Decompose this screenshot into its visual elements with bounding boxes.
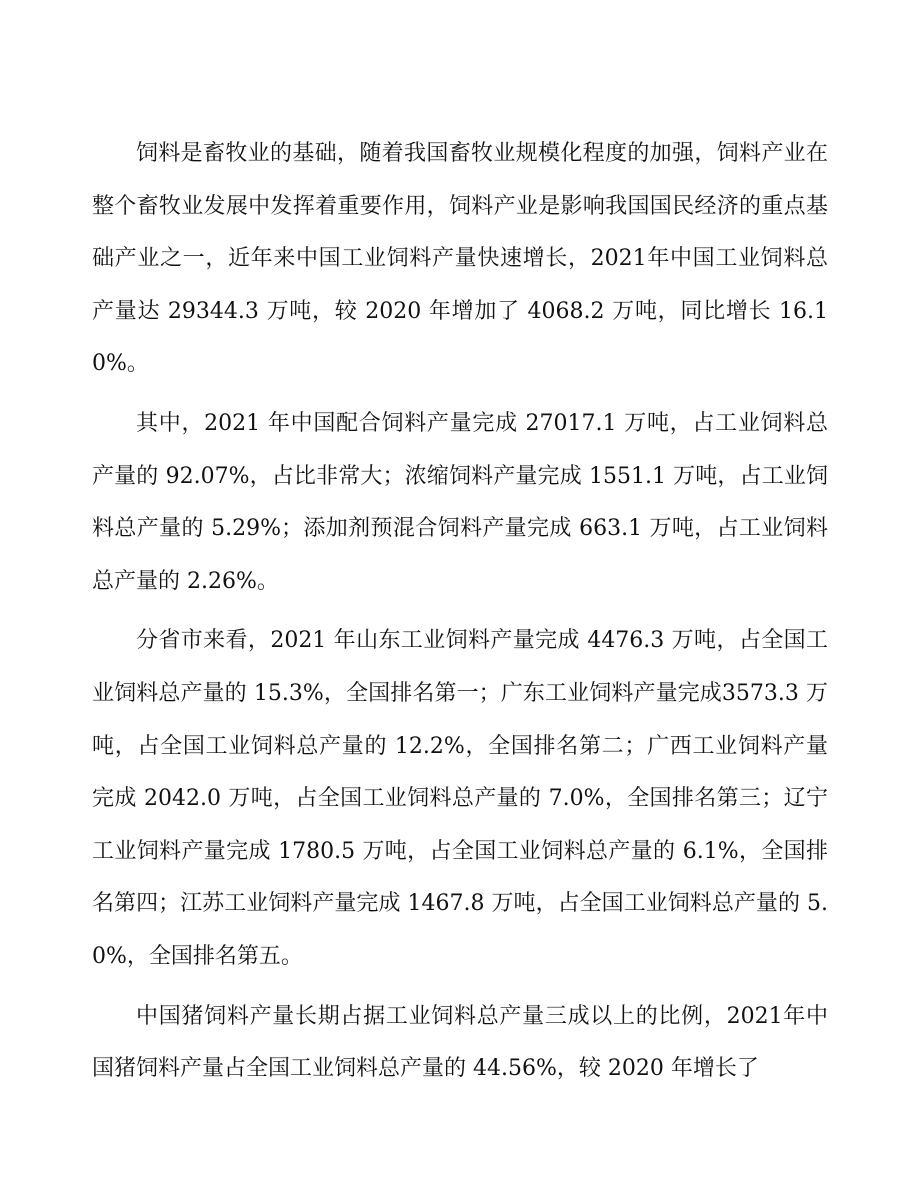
paragraph-feed-industry-overview: 饲料是畜牧业的基础，随着我国畜牧业规模化程度的加强，饲料产业在整个畜牧业发展中发挥着重要作用，饲料产业是影响我国国民经济的重点基础产业之一，近年来中国工业饲料产量快速增长，2021年中国工业饲料总产量达 29344.3 万吨，较 2020 年增加了 4068.2 万吨，同比增长 16.10%。 [92,141,828,377]
paragraph-provincial-ranking: 分省市来看，2021 年山东工业饲料产量完成 4476.3 万吨，占全国工业饲料总产量的 15.3%，全国排名第一；广东工业饲料产量完成3573.3 万吨，占全国工业饲料总产量的 12.2%，全国排名第二；广西工业饲料产量完成 2042.0 万吨，占全国工业饲料总产量的 7.0%，全国排名第三；辽宁工业饲料产量完成 1780.5 万吨，占全国工业饲料总产量的 6.1%，全国排名第四；江苏工业饲料产量完成 1467.8 万吨，占全国工业饲料总产量的 5.0%，全国排名第五。 [92,628,828,969]
paragraph-pig-feed-share: 中国猪饲料产量长期占据工业饲料总产量三成以上的比例，2021年中国猪饲料产量占全国工业饲料总产量的 44.56%，较 2020 年增长了 [92,1003,828,1082]
paragraph-feed-type-breakdown: 其中，2021 年中国配合饲料产量完成 27017.1 万吨，占工业饲料总产量的 92.07%，占比非常大；浓缩饲料产量完成 1551.1 万吨，占工业饲料总产量的 5.29%；添加剂预混合饲料产量完成 663.1 万吨，占工业饲料总产量的 2.26%。 [92,410,828,594]
document-body [92,128,828,1103]
